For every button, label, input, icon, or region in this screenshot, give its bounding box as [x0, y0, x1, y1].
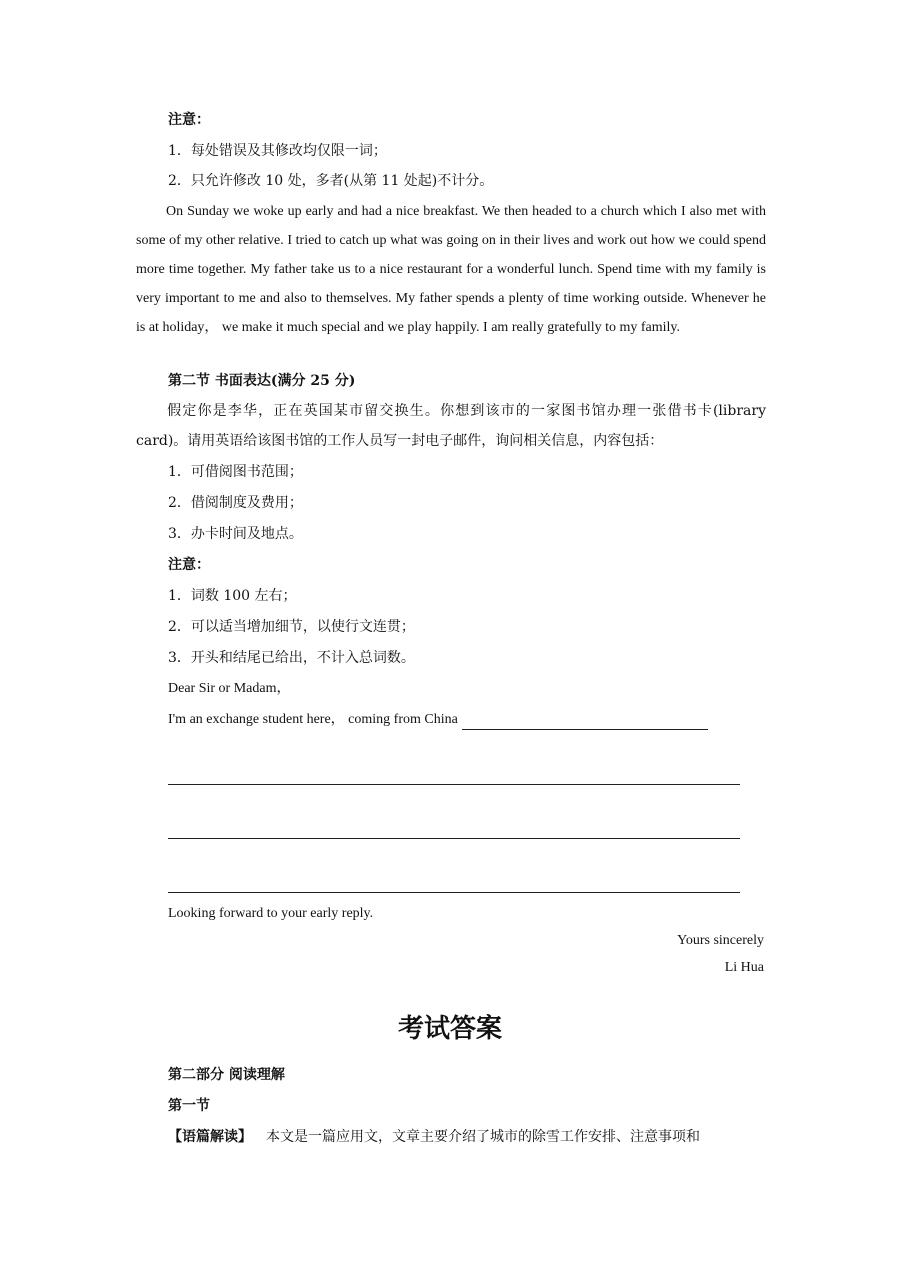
- letter-opening-line: [168, 710, 708, 730]
- letter-signoff: Yours sincerely: [677, 933, 764, 948]
- answer-blank-line[interactable]: [168, 784, 740, 785]
- letter-closing: Looking forward to your early reply.: [168, 906, 374, 921]
- section2-heading: 第二节 书面表达(满分 25 分): [168, 373, 356, 389]
- prompt-item-3: 3．办卡时间及地点。: [168, 526, 303, 542]
- answers-title: 考试答案: [397, 1014, 502, 1044]
- letter-opening: I'm an exchange student here， coming from China: [168, 712, 458, 727]
- letter-salutation: Dear Sir or Madam，: [168, 681, 291, 696]
- notice-heading: 注意：: [168, 112, 210, 128]
- answer-blank-line[interactable]: [168, 892, 740, 893]
- prompt-item-2: 2．借阅制度及费用；: [168, 495, 303, 511]
- answers-section-heading: 第一节: [168, 1098, 210, 1114]
- answer-blank-inline[interactable]: [462, 715, 708, 730]
- writing-notice-heading: 注意：: [168, 557, 210, 573]
- writing-prompt: [136, 396, 766, 456]
- notice-item-2: 2．只允许修改 10 处，多者(从第 11 处起)不计分。: [168, 173, 494, 189]
- writing-notice-2: 2．可以适当增加细节，以使行文连贯；: [168, 619, 415, 635]
- letter-signature: Li Hua: [724, 960, 764, 975]
- analysis-text: 本文是一篇应用文，文章主要介绍了城市的除雪工作安排、注意事项和: [266, 1129, 700, 1145]
- passage-text: On Sunday we woke up early and had a nice breakfast. We then headed to a church which I also met with some of my other relative. I tried to catch up what was going on in their lives and work out how we could spend more time together. My father take us to a nice restaurant for a wonderful lunch. Spend time with my family is very important to me and also to themselves. My father spends a plenty of time working outside. Whenever he is at holiday， we make it much special and we play happily. I am really gratefully to my family.: [136, 204, 766, 335]
- error-correction-passage: [136, 197, 766, 342]
- answers-part-heading: 第二部分 阅读理解: [168, 1067, 285, 1083]
- writing-notice-3: 3．开头和结尾已给出，不计入总词数。: [168, 650, 415, 666]
- analysis-label: 【语篇解读】: [168, 1129, 252, 1145]
- prompt-item-1: 1．可借阅图书范围；: [168, 464, 303, 480]
- notice-item-1: 1．每处错误及其修改均仅限一词；: [168, 143, 387, 159]
- answer-blank-line[interactable]: [168, 838, 740, 839]
- writing-prompt-text: 假定你是李华，正在英国某市留交换生。你想到该市的一家图书馆办理一张借书卡(library card)。请用英语给该图书馆的工作人员写一封电子邮件，询问相关信息，内容包括：: [136, 403, 766, 449]
- analysis-line: [168, 1127, 700, 1147]
- writing-notice-1: 1．词数 100 左右；: [168, 588, 297, 604]
